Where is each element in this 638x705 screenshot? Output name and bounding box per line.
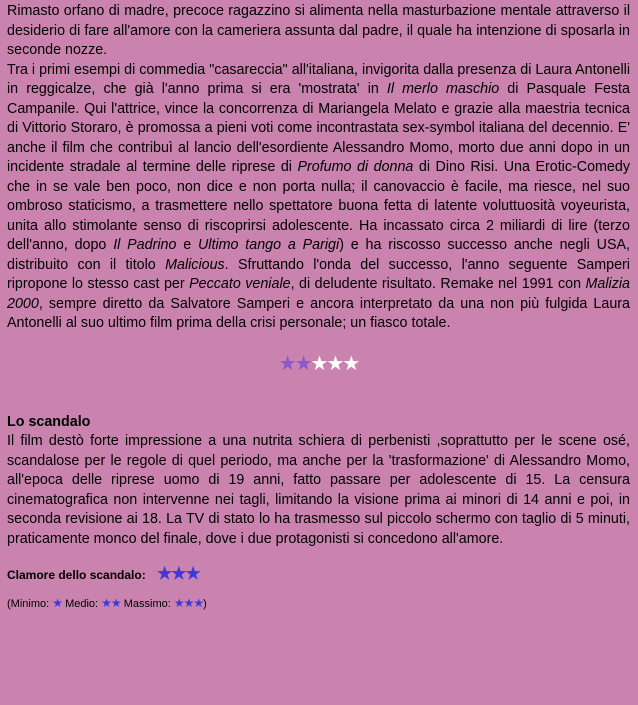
star-empty-icon: ★ [326,352,343,375]
star-empty-icon: ★ [310,352,327,375]
film-title: Malicious [165,256,225,273]
rating-stars [7,353,630,375]
star-icon: ★★ [101,596,121,610]
film-title: Ultimo tango a Parigi [197,237,340,253]
film-title: Malizia 2000 [7,276,631,312]
legend-close: ) [203,598,207,610]
star-icon: ★★★ [173,596,204,610]
review-text: Tra i primi esempi di commedia "casareccia" all'italiana, invigorita dalla presenza di Laura Antonelli in reggicalze, che già l'anno prima si era 'mostrata' in [7,61,630,97]
review-text: , sempre diretto da Salvatore Samperi e ancora interpretato da una non più fulgida Laura Antonelli al suo ultimo film prima della crisi personale; un fiasco totale. [7,295,630,331]
scandal-stars-icon: ★★★ [157,564,200,583]
star-filled-icon: ★ [278,352,295,375]
review-text: e [176,237,198,253]
scandal-text: Il film destò forte impressione a una nutrita schiera di perbenisti ,soprattutto per le scene osé, scandalose per le regole di quel periodo, ma anche per la 'trasformazione' di Alessandro Momo, all'epoca delle riprese uomo di 19 anni, fatto passare per adolescente di 15. La censura cinematografica non intervenne nei tagli, limitando la visione prima ai minori di 14 anni e poi, in seconda revisione ai 18. La TV di stato lo ha trasmesso sul piccolo schermo con taglio di 5 minuti, praticamente monco del finale, dove i due protagonisti si concedono all'amore. [7,433,630,547]
review-text: di Pasquale Festa Campanile. Qui l'attrice, vince la concorrenza di Mariangela Melato e grazie alla maestria tecnica di Vittorio Storaro, è promossa a pieni voti come incontrastata sex-symbol italiana del decennio. E' anche il film che contribuì al lancio dell'esordiente Alessandro Momo, morto due anni dopo in un incidente stradale al termine delle riprese di [7,81,630,175]
star-icon: ★ [52,596,62,610]
star-filled-icon: ★ [294,352,311,375]
film-title: Peccato veniale [189,276,291,292]
plot-text: Rimasto orfano di madre, precoce ragazzino si alimenta nella masturbazione mentale attraverso il desiderio di fare all'amore con la cameriera assunta dal padre, il quale ha intenzione di sposarla in seconde nozze. [7,3,630,58]
scandal-rating-label: Clamore dello scandalo: [7,568,146,582]
review-text: ) e ha riscosso successo anche negli USA, distribuito con il titolo [7,237,630,273]
star-empty-icon: ★ [342,352,359,375]
film-title: Il merlo maschio [386,81,500,97]
review-text: , di deludente risultato. Remake nel 1991 con [290,276,586,292]
legend-medio-label: Medio: [65,598,99,610]
plot-summary [7,2,630,334]
legend-max-label: Massimo: [123,598,171,610]
film-title: Il Padrino [113,237,177,253]
legend-min-label: (Minimo: [7,598,50,610]
scandal-rating [7,565,630,584]
scandal-legend [7,596,630,611]
section-title-scandalo: Lo scandalo [7,413,91,430]
film-title: Profumo di donna [297,159,414,175]
review-text: . Sfruttando l'onda del successo, l'anno seguente Samperi ripropone lo stesso cast per [7,256,630,292]
review-text: di Dino Risi. Una Erotic-Comedy che in se vale ben poco, non dice e non porta nulla; il canovaccio è facile, ma riesce, nel suo ombroso staticismo, a trasmettere nello spettatore buona fetta di latente voluttuosità voyeurista, unita allo stimolante senso di riscoprirsi adolescente. Ha incassato circa 2 miliardi di lire (terzo dell'anno, dopo [7,159,630,253]
